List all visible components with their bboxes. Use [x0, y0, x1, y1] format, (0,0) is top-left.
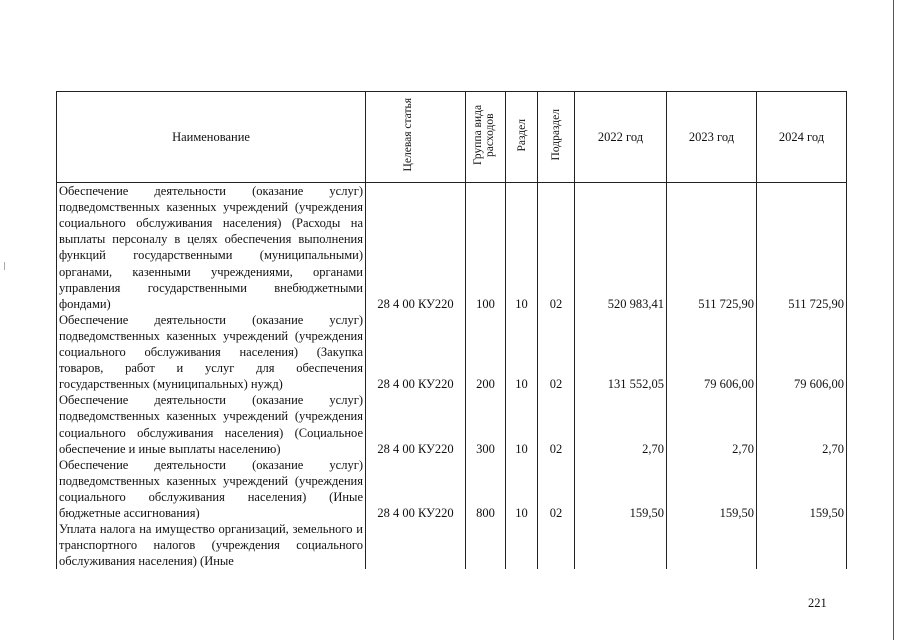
header-2022: 2022 год [575, 92, 667, 183]
row-2023: 79 606,00 [667, 312, 757, 392]
row-2024 [757, 521, 847, 569]
header-subsection [538, 92, 575, 183]
row-2022: 159,50 [575, 457, 667, 521]
header-subsection-label: Подраздел [550, 109, 562, 161]
row-name: Обеспечение деятельности (оказание услуг) подведомственных казенных учреждений (учреждения социального обслуживания населения) (Иные бюджетные ассигнования) [57, 457, 366, 521]
header-row [57, 92, 847, 183]
page-edge-line [893, 0, 894, 640]
row-target: 28 4 00 КУ220 [366, 457, 466, 521]
header-group-label: Группа вида расходов [471, 104, 496, 166]
scan-mark [4, 262, 5, 270]
row-2022 [575, 521, 667, 569]
row-2022: 131 552,05 [575, 312, 667, 392]
header-target-label: Целевая статья [401, 98, 414, 172]
header-name: Наименование [57, 92, 366, 183]
row-section: 10 [506, 392, 538, 456]
page-number: 221 [808, 596, 827, 610]
row-2024: 159,50 [757, 457, 847, 521]
table-row [57, 183, 847, 312]
header-2024: 2024 год [757, 92, 847, 183]
row-2022: 2,70 [575, 392, 667, 456]
row-name: Обеспечение деятельности (оказание услуг) подведомственных казенных учреждений (учреждения социального обслуживания населения) (Расходы на выплаты персоналу в целях обеспечения выполнения функций государственными (муниципальными) органами, казенными учреждениями, органами управления государственными внебюджетными фондами) [57, 183, 366, 312]
row-target: 28 4 00 КУ220 [366, 392, 466, 456]
row-name: Обеспечение деятельности (оказание услуг) подведомственных казенных учреждений (учреждения социального обслуживания населения) (Социальное обеспечение и иные выплаты населению) [57, 392, 366, 456]
row-target [366, 521, 466, 569]
row-2023: 2,70 [667, 392, 757, 456]
row-target: 28 4 00 КУ220 [366, 183, 466, 312]
budget-table [56, 91, 847, 569]
row-name: Обеспечение деятельности (оказание услуг) подведомственных казенных учреждений (учреждения социального обслуживания населения) (Закупка товаров, работ и услуг для обеспечения государственных (муниципальных) нужд) [57, 312, 366, 392]
row-section: 10 [506, 312, 538, 392]
row-subsection: 02 [538, 183, 575, 312]
row-target: 28 4 00 КУ220 [366, 312, 466, 392]
row-section: 10 [506, 183, 538, 312]
row-group: 200 [466, 312, 506, 392]
header-target [366, 92, 466, 183]
row-group: 100 [466, 183, 506, 312]
row-section [506, 521, 538, 569]
row-group [466, 521, 506, 569]
row-name: Уплата налога на имущество организаций, земельного и транспортного налогов (учреждения социального обслуживания населения) (Иные [57, 521, 366, 569]
header-section-label: Раздел [515, 118, 528, 152]
row-2024: 2,70 [757, 392, 847, 456]
row-2024: 511 725,90 [757, 183, 847, 312]
row-2023: 511 725,90 [667, 183, 757, 312]
row-2023: 159,50 [667, 457, 757, 521]
header-section [506, 92, 538, 183]
header-2023: 2023 год [667, 92, 757, 183]
table-row [57, 312, 847, 392]
row-subsection [538, 521, 575, 569]
table-row [57, 457, 847, 521]
table-row [57, 392, 847, 456]
row-subsection: 02 [538, 392, 575, 456]
table-row-continued [57, 521, 847, 569]
row-subsection: 02 [538, 457, 575, 521]
row-group: 300 [466, 392, 506, 456]
row-2022: 520 983,41 [575, 183, 667, 312]
header-group [466, 92, 506, 183]
row-group: 800 [466, 457, 506, 521]
row-2023 [667, 521, 757, 569]
row-subsection: 02 [538, 312, 575, 392]
row-2024: 79 606,00 [757, 312, 847, 392]
row-section: 10 [506, 457, 538, 521]
